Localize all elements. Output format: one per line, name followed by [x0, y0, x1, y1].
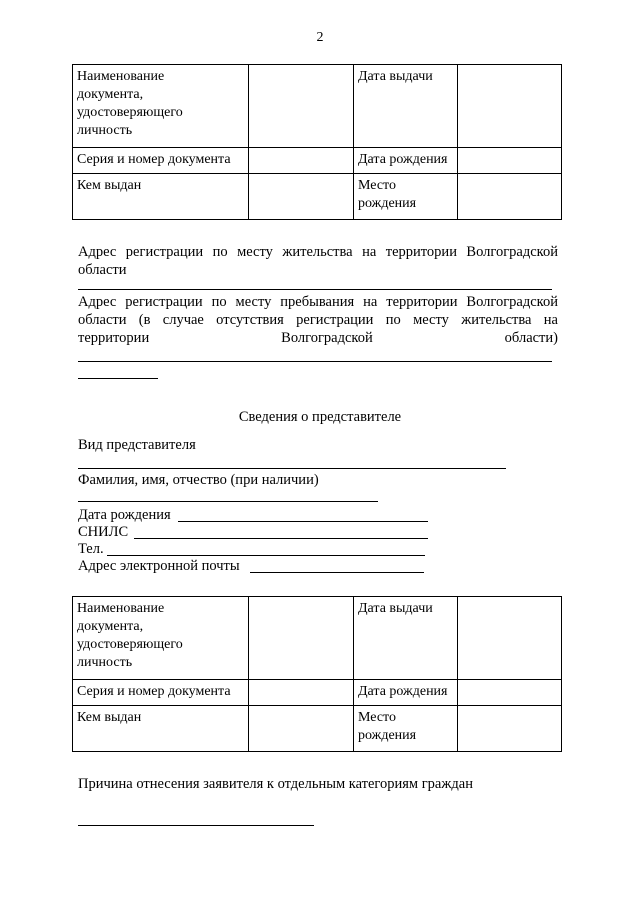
representative-email-label: Адрес электронной почты	[78, 558, 240, 574]
representative-email-field[interactable]	[250, 572, 424, 573]
doc-name-line: документа,	[77, 619, 144, 634]
issued-by-label: Кем выдан	[73, 174, 249, 220]
doc-name-value-cell[interactable]	[249, 597, 354, 680]
representative-section-title: Сведения о представителе	[238, 409, 402, 425]
stay-registration-line3: территории Волгоградской области)	[78, 330, 558, 346]
birth-date-value-cell[interactable]	[458, 680, 562, 706]
reason-label: Причина отнесения заявителя к отдельным категориям граждан	[78, 776, 473, 792]
identity-document-table-applicant	[72, 64, 562, 220]
birth-place-line: рождения	[358, 728, 417, 743]
doc-name-line: Наименование	[77, 601, 165, 616]
stay-registration-line1: Адрес регистрации по месту пребывания на территории Волгоградской	[78, 294, 558, 310]
doc-name-label-cell	[73, 597, 249, 680]
representative-snils-label: СНИЛС	[78, 524, 129, 540]
representative-birth-date-label: Дата рождения	[78, 507, 171, 523]
birth-place-line: Место	[358, 178, 396, 193]
representative-phone-label: Тел.	[78, 541, 104, 557]
stay-registration-line2: области (в случае отсутствия регистрации по месту жительства на	[78, 312, 558, 328]
issued-by-value-cell[interactable]	[249, 174, 354, 220]
doc-name-line: личность	[77, 123, 133, 138]
doc-name-line: Наименование	[77, 69, 165, 84]
representative-fio-label: Фамилия, имя, отчество (при наличии)	[78, 472, 319, 488]
birth-place-label-cell	[354, 174, 458, 220]
representative-birth-date-field[interactable]	[178, 521, 428, 522]
series-number-value-cell[interactable]	[249, 148, 354, 174]
doc-name-value-cell[interactable]	[249, 65, 354, 148]
doc-name-line: удостоверяющего	[77, 637, 183, 652]
issued-by-value-cell[interactable]	[249, 706, 354, 752]
stay-address-field-continuation[interactable]	[78, 378, 158, 379]
identity-document-table-representative	[72, 596, 562, 752]
series-number-value-cell[interactable]	[249, 680, 354, 706]
issue-date-label: Дата выдачи	[354, 65, 458, 148]
residence-address-field[interactable]	[78, 289, 552, 290]
representative-snils-field[interactable]	[134, 538, 428, 539]
issued-by-label: Кем выдан	[73, 706, 249, 752]
residence-registration-line1: Адрес регистрации по месту жительства на территории Волгоградской	[78, 244, 558, 260]
reason-field[interactable]	[78, 825, 314, 826]
representative-fio-field[interactable]	[78, 501, 378, 502]
stay-address-field[interactable]	[78, 361, 552, 362]
issue-date-label: Дата выдачи	[354, 597, 458, 680]
birth-date-label: Дата рождения	[354, 148, 458, 174]
birth-place-value-cell[interactable]	[458, 174, 562, 220]
birth-date-value-cell[interactable]	[458, 148, 562, 174]
birth-date-label: Дата рождения	[354, 680, 458, 706]
representative-phone-field[interactable]	[107, 555, 425, 556]
issue-date-value-cell[interactable]	[458, 597, 562, 680]
series-number-label: Серия и номер документа	[73, 148, 249, 174]
birth-place-line: рождения	[358, 196, 417, 211]
page-number: 2	[316, 30, 324, 45]
doc-name-line: документа,	[77, 87, 144, 102]
doc-name-line: личность	[77, 655, 133, 670]
representative-kind-label: Вид представителя	[78, 437, 196, 453]
issue-date-value-cell[interactable]	[458, 65, 562, 148]
representative-kind-field[interactable]	[78, 468, 506, 469]
birth-place-label-cell	[354, 706, 458, 752]
birth-place-value-cell[interactable]	[458, 706, 562, 752]
doc-name-label-cell	[73, 65, 249, 148]
doc-name-line: удостоверяющего	[77, 105, 183, 120]
series-number-label: Серия и номер документа	[73, 680, 249, 706]
birth-place-line: Место	[358, 710, 396, 725]
residence-registration-line2: области	[78, 262, 127, 278]
